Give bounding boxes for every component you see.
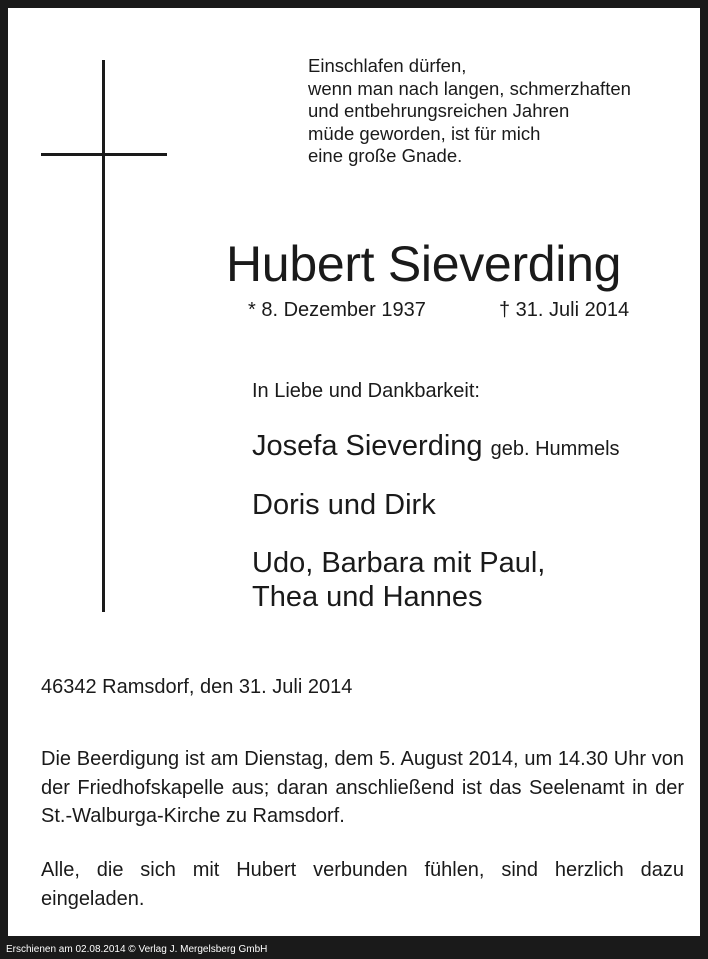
poem-line: Einschlafen dürfen, (308, 55, 467, 76)
poem (308, 55, 700, 168)
cross-icon (102, 60, 105, 612)
life-dates (248, 297, 668, 323)
mourner-line: Udo, Barbara mit Paul, (252, 547, 546, 579)
cross-icon-crossbar (41, 153, 167, 156)
mourner-josefa (252, 429, 620, 466)
birth-date: * 8. Dezember 1937 (248, 299, 426, 321)
maiden-name: geb. Hummels (490, 438, 620, 460)
publication-footer: Erschienen am 02.08.2014 © Verlag J. Mergelsberg GmbH (6, 944, 268, 955)
mourner-line: Thea und Hannes (252, 581, 483, 613)
deceased-name: Hubert Sieverding (226, 236, 622, 292)
invitation-notice: Alle, die sich mit Hubert verbunden fühlen, sind herzlich dazu eingeladen. (41, 859, 684, 910)
poem-line: wenn man nach langen, schmerzhaften (308, 77, 631, 99)
poem-line: müde geworden, ist für mich (308, 122, 541, 144)
poem-line: eine große Gnade. (308, 145, 463, 166)
mourner-udo-family (252, 546, 545, 614)
obituary-card (8, 8, 700, 936)
mourners-intro: In Liebe und Dankbarkeit: (252, 380, 480, 402)
poem-line: und entbehrungsreichen Jahren (308, 100, 570, 121)
place-date: 46342 Ramsdorf, den 31. Juli 2014 (41, 676, 353, 698)
funeral-notice: Die Beerdigung ist am Dienstag, dem 5. August 2014, um 14.30 Uhr von der Friedhofskapelle aus; daran anschließend ist das Seelenamt in der St.-Walburga-Kirche zu Ramsdorf. (41, 748, 684, 827)
death-date: † 31. Juli 2014 (499, 299, 630, 321)
mourner-name: Josefa Sieverding (252, 430, 483, 462)
mourner-doris-dirk: Doris und Dirk (252, 489, 436, 521)
